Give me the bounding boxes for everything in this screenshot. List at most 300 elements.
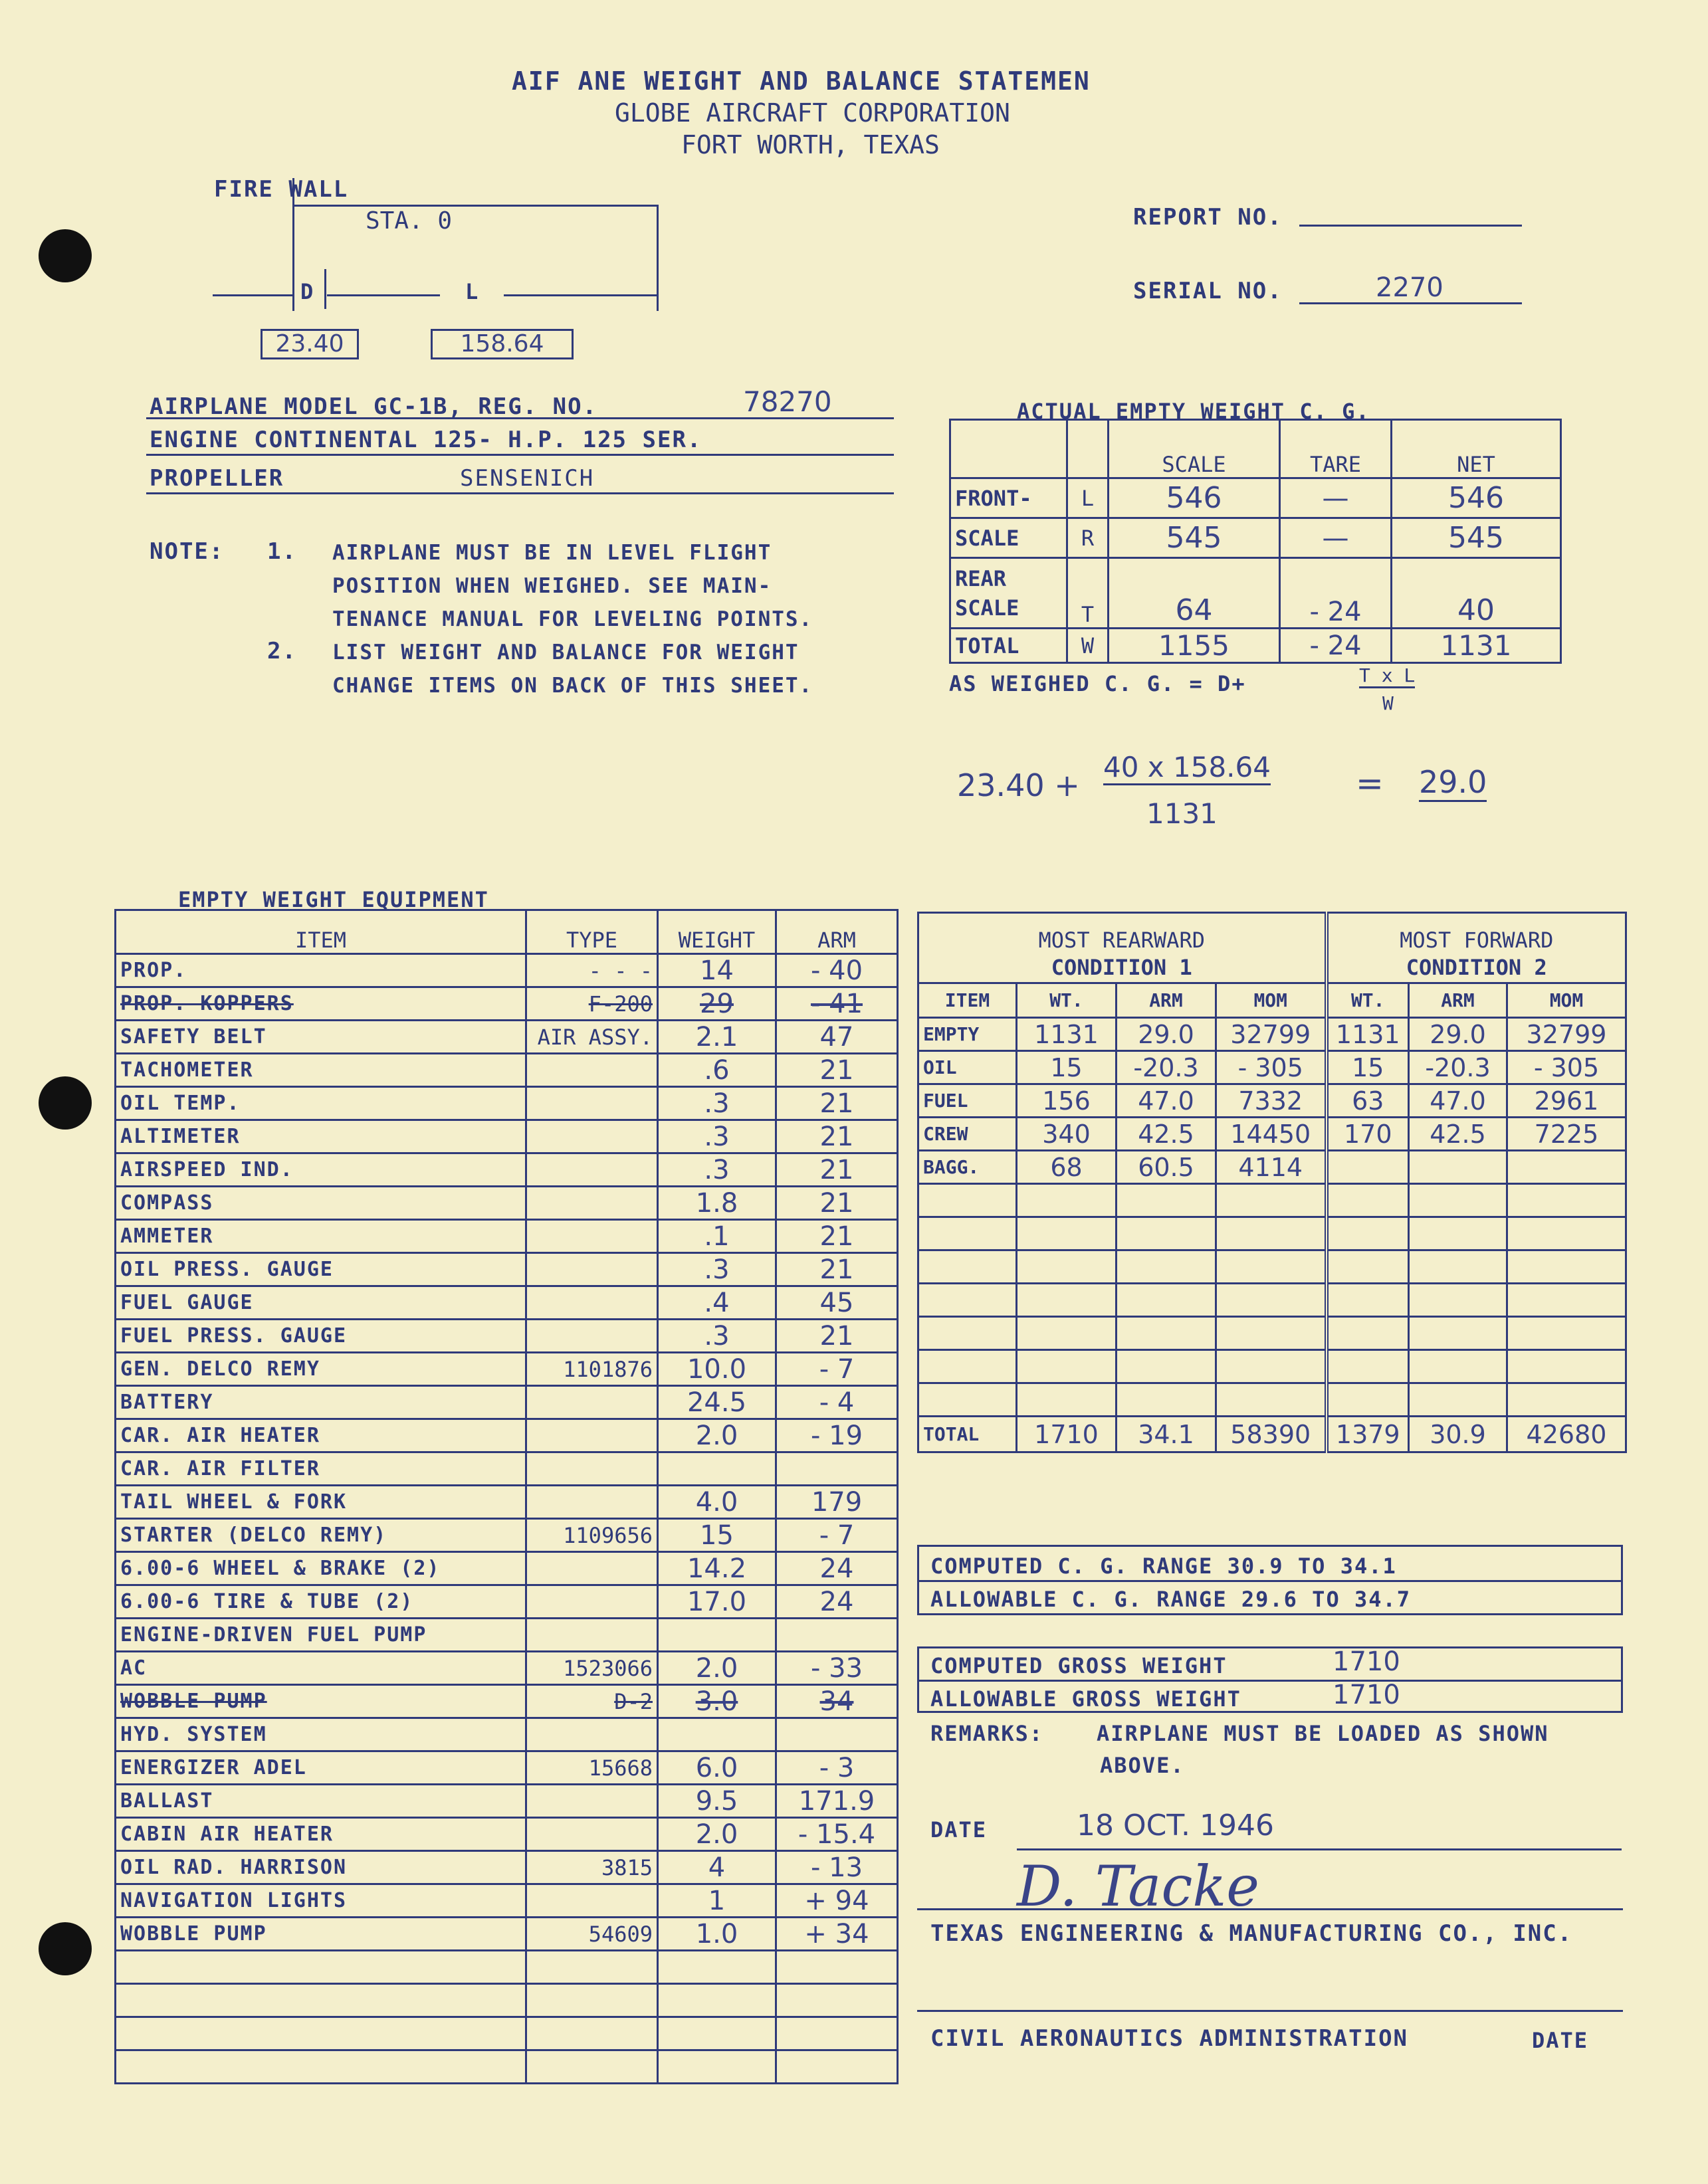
allowable-gross-value: 1710 <box>1333 1680 1400 1710</box>
loading-cell <box>1117 1250 1216 1284</box>
signature: D. Tacke <box>1017 1854 1259 1919</box>
equipment-arm <box>776 2050 898 2084</box>
cg-side: L <box>1067 478 1109 518</box>
equipment-arm: - 7 <box>776 1353 898 1386</box>
equipment-arm: 171.9 <box>776 1785 898 1818</box>
equipment-arm <box>776 1619 898 1652</box>
equipment-item: AIRSPEED IND. <box>116 1153 526 1187</box>
report-no-label: REPORT NO. <box>1133 204 1283 231</box>
equipment-arm: 24 <box>776 1552 898 1585</box>
cg-header-tare: TARE <box>1280 420 1392 478</box>
punch-hole-bottom <box>39 1922 92 1975</box>
equipment-type <box>526 1619 658 1652</box>
equipment-table <box>114 909 899 2084</box>
loading-row <box>918 1084 1626 1118</box>
equipment-weight <box>658 2017 776 2050</box>
equipment-type: 54609 <box>526 1918 658 1951</box>
cg-rear-scale-label <box>950 558 1067 629</box>
note-2-line-2: CHANGE ITEMS ON BACK OF THIS SHEET. <box>332 674 813 698</box>
punch-hole-middle <box>39 1076 92 1130</box>
equipment-weight: 1.0 <box>658 1918 776 1951</box>
equipment-weight: .3 <box>658 1320 776 1353</box>
loading-total-cell: 34.1 <box>1117 1417 1216 1452</box>
equipment-arm: - 15.4 <box>776 1818 898 1851</box>
equipment-header-weight: WEIGHT <box>658 910 776 954</box>
loading-cell: 4114 <box>1216 1151 1327 1184</box>
equipment-row <box>116 1585 898 1619</box>
loading-cell: 340 <box>1017 1118 1117 1151</box>
company-name: GLOBE AIRCRAFT CORPORATION <box>615 98 1010 128</box>
cg-net-value: 545 <box>1392 518 1561 558</box>
equipment-item: TACHOMETER <box>116 1054 526 1087</box>
remarks-label: REMARKS: <box>930 1721 1044 1746</box>
loading-cell: 60.5 <box>1117 1151 1216 1184</box>
equipment-row <box>116 1818 898 1851</box>
equipment-row <box>116 2017 898 2050</box>
equipment-row <box>116 1253 898 1286</box>
equipment-header-type: TYPE <box>526 910 658 954</box>
loading-cell: 42.5 <box>1409 1118 1507 1151</box>
equipment-item: HYD. SYSTEM <box>116 1718 526 1751</box>
loading-cell <box>1409 1250 1507 1284</box>
equipment-type <box>526 1153 658 1187</box>
company-signoff: TEXAS ENGINEERING & MANUFACTURING CO., INC. <box>930 1920 1573 1947</box>
equipment-row <box>116 1918 898 1951</box>
loading-cell: 156 <box>1017 1084 1117 1118</box>
cg-header-net: NET <box>1392 420 1561 478</box>
loading-cell <box>1507 1284 1626 1317</box>
equipment-arm: - 7 <box>776 1519 898 1552</box>
equipment-weight: 10.0 <box>658 1353 776 1386</box>
equipment-weight: 2.0 <box>658 1419 776 1452</box>
equipment-row <box>116 1320 898 1353</box>
equipment-title: EMPTY WEIGHT EQUIPMENT <box>178 887 489 912</box>
loading-cell <box>1327 1317 1409 1350</box>
loading-cell <box>918 1250 1017 1284</box>
equipment-weight: 2.0 <box>658 1818 776 1851</box>
loading-cell: 68 <box>1017 1151 1117 1184</box>
equipment-type <box>526 2050 658 2084</box>
loading-cell <box>1117 1217 1216 1250</box>
loading-cell <box>1017 1184 1117 1217</box>
equipment-weight: .3 <box>658 1253 776 1286</box>
equipment-type <box>526 1220 658 1253</box>
loading-cell <box>1216 1383 1327 1417</box>
equipment-item <box>116 2017 526 2050</box>
loading-header-6: MOM <box>1507 983 1626 1018</box>
equipment-arm: 21 <box>776 1054 898 1087</box>
equipment-item: ENGINE-DRIVEN FUEL PUMP <box>116 1619 526 1652</box>
serial-no-label: SERIAL NO. <box>1133 278 1283 304</box>
d-label: D <box>300 279 314 304</box>
equipment-arm: + 34 <box>776 1918 898 1951</box>
equipment-type <box>526 1320 658 1353</box>
loading-row <box>918 1051 1626 1084</box>
l-arrow-line-right <box>504 294 657 296</box>
loading-cell <box>1409 1350 1507 1383</box>
cg-formula-label: AS WEIGHED C. G. = D+ <box>949 671 1246 696</box>
loading-cell: 2961 <box>1507 1084 1626 1118</box>
loading-cell <box>1216 1284 1327 1317</box>
equipment-type <box>526 1120 658 1153</box>
loading-cell <box>1117 1184 1216 1217</box>
equipment-item: WOBBLE PUMP <box>116 1918 526 1951</box>
equipment-arm <box>776 1951 898 1984</box>
equipment-type <box>526 1452 658 1486</box>
equipment-row <box>116 1984 898 2017</box>
loading-row <box>918 1217 1626 1250</box>
equipment-row <box>116 1951 898 1984</box>
loading-cell: -20.3 <box>1117 1051 1216 1084</box>
equipment-item: BALLAST <box>116 1785 526 1818</box>
loading-row <box>918 1151 1626 1184</box>
loading-cell: 7332 <box>1216 1084 1327 1118</box>
equipment-weight: 15 <box>658 1519 776 1552</box>
cg-rear-label: REAR <box>955 565 1007 591</box>
loading-cell: BAGG. <box>918 1151 1017 1184</box>
actual-cg-table <box>949 419 1562 664</box>
l-label: L <box>465 279 479 304</box>
equipment-row <box>116 1785 898 1818</box>
equipment-row <box>116 1120 898 1153</box>
forward-condition: CONDITION 2 <box>1327 953 1626 983</box>
company-city: FORT WORTH, TEXAS <box>681 130 940 159</box>
equipment-type <box>526 1386 658 1419</box>
equipment-type <box>526 1187 658 1220</box>
cg-scale-value: 545 <box>1109 518 1280 558</box>
remarks-text-1: AIRPLANE MUST BE LOADED AS SHOWN <box>1097 1721 1549 1746</box>
equipment-weight: 2.1 <box>658 1021 776 1054</box>
equipment-item: OIL RAD. HARRISON <box>116 1851 526 1884</box>
equipment-weight: 1 <box>658 1884 776 1918</box>
equipment-arm <box>776 1984 898 2017</box>
cg-net-value: 1131 <box>1392 629 1561 663</box>
loading-cell <box>918 1317 1017 1350</box>
loading-cell <box>1327 1350 1409 1383</box>
equipment-arm: - 19 <box>776 1419 898 1452</box>
equipment-row <box>116 1419 898 1452</box>
equipment-item: ENERGIZER ADEL <box>116 1751 526 1785</box>
equipment-arm: - 4 <box>776 1386 898 1419</box>
loading-cell <box>1327 1250 1409 1284</box>
loading-cell <box>1216 1217 1327 1250</box>
loading-cell: 14450 <box>1216 1118 1327 1151</box>
page-title: AIF ANE WEIGHT AND BALANCE STATEMEN <box>512 66 1091 96</box>
equipment-weight <box>658 1718 776 1751</box>
loading-cell <box>1409 1383 1507 1417</box>
equipment-item: AC <box>116 1652 526 1685</box>
equipment-type <box>526 1585 658 1619</box>
equipment-type: 3815 <box>526 1851 658 1884</box>
equipment-weight: .3 <box>658 1120 776 1153</box>
loading-cell <box>1117 1317 1216 1350</box>
loading-cell <box>1117 1350 1216 1383</box>
loading-cell: 32799 <box>1216 1018 1327 1051</box>
serial-no-value: 2270 <box>1376 272 1443 303</box>
equipment-weight: .1 <box>658 1220 776 1253</box>
equipment-row <box>116 1452 898 1486</box>
equipment-row <box>116 1021 898 1054</box>
computed-gross-value: 1710 <box>1333 1646 1400 1677</box>
equipment-weight <box>658 1452 776 1486</box>
loading-cell: 1131 <box>1327 1018 1409 1051</box>
equipment-arm: 21 <box>776 1153 898 1187</box>
loading-cell: -20.3 <box>1409 1051 1507 1084</box>
loading-header-5: ARM <box>1409 983 1507 1018</box>
firewall-label: FIRE WALL <box>214 176 349 203</box>
equipment-row <box>116 1220 898 1253</box>
equipment-item: OIL TEMP. <box>116 1087 526 1120</box>
loading-cell <box>1017 1250 1117 1284</box>
equipment-weight: .3 <box>658 1153 776 1187</box>
equipment-type <box>526 1253 658 1286</box>
equipment-arm: 21 <box>776 1253 898 1286</box>
date-value: 18 OCT. 1946 <box>1077 1809 1274 1842</box>
loading-cell: 1131 <box>1017 1018 1117 1051</box>
cg-header-scale: SCALE <box>1109 420 1280 478</box>
caa-line <box>917 2010 1623 2012</box>
loading-cell <box>1017 1217 1117 1250</box>
cg-tare-value: — <box>1280 518 1392 558</box>
cg-side: R <box>1067 518 1109 558</box>
loading-cell <box>1216 1250 1327 1284</box>
loading-total-cell: TOTAL <box>918 1417 1017 1452</box>
equipment-weight <box>658 2050 776 2084</box>
loading-row <box>918 1317 1626 1350</box>
equipment-item: OIL PRESS. GAUGE <box>116 1253 526 1286</box>
note-1-line-2: POSITION WHEN WEIGHED. SEE MAIN- <box>332 574 772 598</box>
loading-cell <box>1017 1317 1117 1350</box>
cg-side-header <box>1067 420 1109 478</box>
d-value-box: 23.40 <box>261 329 359 359</box>
equipment-row <box>116 1187 898 1220</box>
note-2-number: 2. <box>267 638 297 664</box>
equipment-weight: 17.0 <box>658 1585 776 1619</box>
equipment-item: SAFETY BELT <box>116 1021 526 1054</box>
cg-range-divider <box>917 1580 1623 1582</box>
loading-table <box>917 912 1627 1453</box>
caa-label: CIVIL AERONAUTICS ADMINISTRATION <box>930 2025 1409 2052</box>
forward-title: MOST FORWARD <box>1327 913 1626 953</box>
propeller-value: SENSENICH <box>460 465 595 492</box>
equipment-row <box>116 1054 898 1087</box>
loading-row <box>918 1118 1626 1151</box>
equipment-weight: .3 <box>658 1087 776 1120</box>
cg-tare-value: — <box>1280 478 1392 518</box>
allowable-cg-range: ALLOWABLE C. G. RANGE 29.6 TO 34.7 <box>930 1587 1412 1612</box>
equipment-row <box>116 1486 898 1519</box>
equipment-item: CABIN AIR HEATER <box>116 1818 526 1851</box>
station-line <box>292 205 658 207</box>
loading-cell <box>1327 1284 1409 1317</box>
equipment-item: GEN. DELCO REMY <box>116 1353 526 1386</box>
loading-row <box>918 1018 1626 1051</box>
cg-scale-value: 546 <box>1109 478 1280 518</box>
loading-cell <box>1216 1350 1327 1383</box>
equipment-item: CAR. AIR HEATER <box>116 1419 526 1452</box>
cg-scale-value: 1155 <box>1109 629 1280 663</box>
equipment-row <box>116 1751 898 1785</box>
equipment-type: D-2 <box>526 1685 658 1718</box>
caa-date-label: DATE <box>1532 2028 1589 2053</box>
equipment-weight: 6.0 <box>658 1751 776 1785</box>
loading-cell: 47.0 <box>1117 1084 1216 1118</box>
loading-cell: OIL <box>918 1051 1017 1084</box>
cg-calc-result: 29.0 <box>1419 764 1487 802</box>
allowable-gross-label: ALLOWABLE GROSS WEIGHT <box>930 1686 1241 1712</box>
equipment-header-arm: ARM <box>776 910 898 954</box>
loading-cell <box>918 1350 1017 1383</box>
equipment-weight: .6 <box>658 1054 776 1087</box>
cg-scale-label: SCALE <box>950 518 1067 558</box>
loading-header-1: WT. <box>1017 983 1117 1018</box>
loading-header-2: ARM <box>1117 983 1216 1018</box>
loading-header-3: MOM <box>1216 983 1327 1018</box>
equipment-arm: 179 <box>776 1486 898 1519</box>
loading-cell: CREW <box>918 1118 1017 1151</box>
equipment-arm: 21 <box>776 1187 898 1220</box>
equipment-type: F-200 <box>526 987 658 1021</box>
loading-cell <box>918 1217 1017 1250</box>
equipment-weight: 29 <box>658 987 776 1021</box>
equipment-item: FUEL GAUGE <box>116 1286 526 1320</box>
cg-calc-denominator: 1131 <box>1146 797 1218 830</box>
equipment-item: ALTIMETER <box>116 1120 526 1153</box>
equipment-type <box>526 1984 658 2017</box>
engine-label: ENGINE CONTINENTAL 125- H.P. 125 SER. <box>150 427 702 453</box>
loading-row <box>918 1350 1626 1383</box>
equipment-row <box>116 1652 898 1685</box>
equipment-type <box>526 1486 658 1519</box>
loading-row <box>918 1383 1626 1417</box>
rearward-condition: CONDITION 1 <box>918 953 1327 983</box>
equipment-arm: 21 <box>776 1220 898 1253</box>
equipment-type <box>526 1818 658 1851</box>
equipment-item: FUEL PRESS. GAUGE <box>116 1320 526 1353</box>
note-label: NOTE: <box>150 538 225 565</box>
l-value-box: 158.64 <box>431 329 574 359</box>
equipment-row <box>116 1619 898 1652</box>
equipment-arm: 24 <box>776 1585 898 1619</box>
equipment-arm: - 13 <box>776 1851 898 1884</box>
cg-net-value: 40 <box>1392 558 1561 629</box>
loading-cell: 15 <box>1327 1051 1409 1084</box>
equipment-arm: 34 <box>776 1685 898 1718</box>
propeller-label: PROPELLER <box>150 465 284 492</box>
rearward-title: MOST REARWARD <box>918 913 1327 953</box>
equipment-arm: - 33 <box>776 1652 898 1685</box>
loading-header-4: WT. <box>1327 983 1409 1018</box>
equipment-row <box>116 1851 898 1884</box>
equipment-arm <box>776 1452 898 1486</box>
loading-cell <box>1409 1317 1507 1350</box>
cg-scale-value: 64 <box>1109 558 1280 629</box>
loading-cell <box>1409 1284 1507 1317</box>
propeller-line <box>146 492 894 494</box>
loading-cell <box>1507 1217 1626 1250</box>
loading-cell <box>1507 1151 1626 1184</box>
loading-cell <box>1017 1284 1117 1317</box>
loading-cell <box>1117 1284 1216 1317</box>
loading-cell: FUEL <box>918 1084 1017 1118</box>
loading-header-0: ITEM <box>918 983 1017 1018</box>
equipment-arm: 21 <box>776 1087 898 1120</box>
equipment-arm: 21 <box>776 1320 898 1353</box>
equipment-type: 1101876 <box>526 1353 658 1386</box>
station-label: STA. 0 <box>366 207 453 235</box>
cg-side: T <box>1067 558 1109 629</box>
equipment-type <box>526 1884 658 1918</box>
equipment-arm: + 94 <box>776 1884 898 1918</box>
loading-cell <box>1216 1184 1327 1217</box>
cg-side: W <box>1067 629 1109 663</box>
loading-cell: 47.0 <box>1409 1084 1507 1118</box>
equipment-weight: .4 <box>658 1286 776 1320</box>
loading-total-cell: 1379 <box>1327 1417 1409 1452</box>
equipment-type <box>526 1552 658 1585</box>
loading-cell <box>918 1284 1017 1317</box>
equipment-header-item: ITEM <box>116 910 526 954</box>
d-arrow-line <box>213 294 292 296</box>
cg-net-value: 546 <box>1392 478 1561 518</box>
date-line <box>1017 1848 1622 1850</box>
equipment-weight: 4.0 <box>658 1486 776 1519</box>
equipment-weight: 9.5 <box>658 1785 776 1818</box>
loading-cell <box>1327 1151 1409 1184</box>
equipment-item: 6.00-6 TIRE & TUBE (2) <box>116 1585 526 1619</box>
l-arrow-line-left <box>327 294 440 296</box>
equipment-item: BATTERY <box>116 1386 526 1419</box>
equipment-arm <box>776 2017 898 2050</box>
signature-line <box>917 1908 1623 1910</box>
equipment-item <box>116 1951 526 1984</box>
cg-calc-a: 23.40 + <box>957 767 1080 803</box>
equipment-type <box>526 1054 658 1087</box>
loading-cell: EMPTY <box>918 1018 1017 1051</box>
equipment-type <box>526 2017 658 2050</box>
equipment-row <box>116 1552 898 1585</box>
equipment-row <box>116 1286 898 1320</box>
equipment-weight: 1.8 <box>658 1187 776 1220</box>
loading-total-cell: 1710 <box>1017 1417 1117 1452</box>
equipment-row <box>116 1519 898 1552</box>
equipment-row <box>116 2050 898 2084</box>
loading-row <box>918 1284 1626 1317</box>
loading-cell: 7225 <box>1507 1118 1626 1151</box>
equipment-row <box>116 1353 898 1386</box>
loading-cell <box>1327 1217 1409 1250</box>
loading-total-row <box>918 1417 1626 1452</box>
cg-front-label: FRONT- <box>950 478 1067 518</box>
equipment-item: TAIL WHEEL & FORK <box>116 1486 526 1519</box>
loading-row <box>918 1250 1626 1284</box>
equipment-row <box>116 1685 898 1718</box>
cg-blank-header <box>950 420 1067 478</box>
loading-cell: 63 <box>1327 1084 1409 1118</box>
equipment-type: 1109656 <box>526 1519 658 1552</box>
equipment-row <box>116 954 898 987</box>
equipment-weight <box>658 1951 776 1984</box>
equipment-item: PROP. <box>116 954 526 987</box>
equipment-arm: - 3 <box>776 1751 898 1785</box>
equipment-item: PROP. KOPPERS <box>116 987 526 1021</box>
loading-cell <box>1327 1184 1409 1217</box>
note-1-line-3: TENANCE MANUAL FOR LEVELING POINTS. <box>332 607 813 631</box>
equipment-row <box>116 1087 898 1120</box>
registration-value: 78270 <box>743 385 832 418</box>
cg-tare-value: - 24 <box>1280 629 1392 663</box>
loading-cell <box>1017 1383 1117 1417</box>
